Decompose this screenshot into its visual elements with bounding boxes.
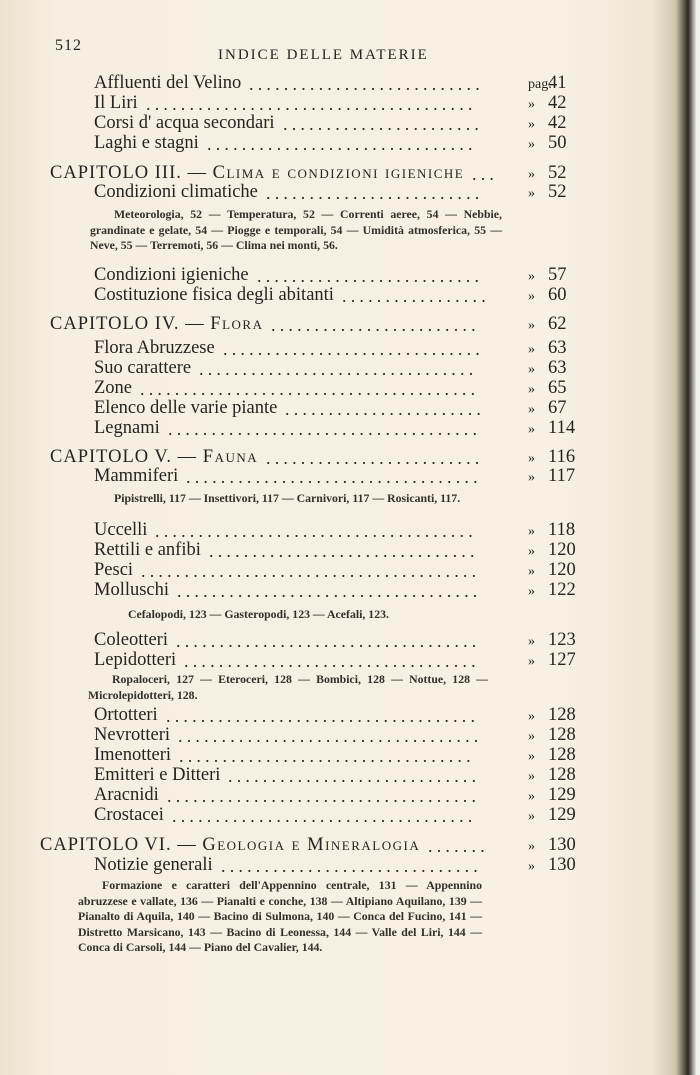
page-reference: 62 [548,314,567,334]
page-reference: 116 [548,447,576,467]
page-marker: » [528,362,535,377]
entry-title: Imenotteri [94,745,172,765]
dot-leader: ................................... [178,726,483,746]
page-reference: 42 [548,113,567,133]
page-marker: pag. [528,77,552,92]
page-reference: 129 [548,805,576,825]
page-marker: » [528,524,535,539]
page-marker: » [528,342,535,357]
page-reference: 63 [548,358,567,378]
dot-leader: .................................. [186,467,482,487]
page-marker: » [528,564,535,579]
page-reference: 118 [548,520,576,540]
entry-title: Mammiferi [94,466,179,486]
entry-title: Uccelli [94,520,148,540]
subtopic-text: Pipistrelli, 117 — Insettivori, 117 — Carnivori, 117 — Rosicanti, 117. [114,491,461,505]
dot-leader: ........................ [271,315,480,335]
page-reference: 128 [548,705,576,725]
page-reference: 114 [548,418,576,438]
dot-leader: ............................... [209,541,479,561]
entry-title: Crostacei [94,805,164,825]
dot-leader: ................................... [172,806,477,826]
page-marker: » [528,186,535,201]
page-marker: » [528,654,535,669]
page-reference: 60 [548,285,567,305]
page-marker: » [528,809,535,824]
dot-leader: .................................... [168,419,482,439]
dot-leader: ...................................... [146,94,477,114]
entry-title: Costituzione fisica degli abitanti [94,285,334,305]
entry-title: Corsi d' acqua secondari [94,113,275,133]
dot-leader: ................................... [176,631,481,651]
dot-leader: .................................... [167,786,481,806]
page-reference: 130 [548,855,576,875]
chapter-title [50,447,258,468]
page-marker: » [528,584,535,599]
entry-title: Condizioni climatiche [94,182,258,202]
page-marker: » [528,839,535,854]
page-reference: 122 [548,580,576,600]
page-reference: 50 [548,133,567,153]
page-marker: » [528,97,535,112]
page-number: 512 [55,37,82,54]
dot-leader: ......................... [266,448,484,468]
dot-leader: ... [472,164,499,184]
page-marker: » [528,749,535,764]
entry-title: Rettili e anfibi [94,540,201,560]
page-reference: 63 [548,338,567,358]
page-marker: » [528,769,535,784]
page-reference: 65 [548,378,567,398]
dot-leader: ....................... [285,399,486,419]
entry-title: Nevrotteri [94,725,171,745]
page-marker: » [528,318,535,333]
chapter-subject: Flora [210,314,264,334]
chapter-number: CAPITOLO III. — [50,163,207,183]
entry-title: Affluenti del Velino [94,73,242,93]
dot-leader: ............................... [207,134,477,154]
page-reference: 120 [548,560,576,580]
page-reference: 123 [548,630,576,650]
subtopic-text: Cefalopodi, 123 — Gasteropodi, 123 — Acefali, 123. [128,607,389,621]
page-marker: » [528,709,535,724]
page-reference: 130 [548,835,576,855]
page-marker: » [528,382,535,397]
entry-title: Notizie generali [94,855,213,875]
dot-leader: ................. [342,286,490,306]
entry-title: Zone [94,378,133,398]
dot-leader: ....................... [283,114,484,134]
chapter-title [50,163,464,184]
dot-leader: ....... [428,836,489,856]
dot-leader: .................................... [166,706,480,726]
subtopic-text: Formazione e caratteri dell'Appennino centrale, 131 — Appennino abruzzese e vallate, 136 — Pianalti e conche, 138 — Altipiano Aquilano, 139 — Pianalto di Aquila, 140 — Bacino di Sulmona, 140 — Conca del Fucino, 141 — Distretto Marsicano, 143 — Bacino di Leonessa, 144 — Valle del Liri, 144 — Conca di Carsoli, 144 — Piano del Cavalier, 144. [78,878,482,954]
chapter-title [40,835,420,856]
page-marker: » [528,422,535,437]
subtopic-text: Meteorologia, 52 — Temperatura, 52 — Correnti aeree, 54 — Nebbie, grandinate e gelate, 54 — Piogge e temporali, 54 — Umidità atmosferica, 55 — Neve, 55 — Terremoti, 56 — Clima nei monti, 56. [90,207,502,252]
page-reference: 128 [548,765,576,785]
entry-title: Aracnidi [94,785,159,805]
page-reference: 129 [548,785,576,805]
entry-title: Ortotteri [94,705,158,725]
page-reference: 120 [548,540,576,560]
chapter-number: CAPITOLO VI. — [40,835,197,855]
page-marker: » [528,137,535,152]
dot-leader: ....................................... [140,379,480,399]
entry-title: Condizioni igieniche [94,265,249,285]
chapter-subject: Fauna [202,447,259,467]
chapter-title [50,314,263,335]
chapter-number: CAPITOLO IV. — [50,314,205,334]
page-reference: 41 [548,73,567,93]
entry-title: Emitteri e Ditteri [94,765,221,785]
dot-leader: ................................ [199,359,478,379]
dot-leader: .......................... [257,266,484,286]
page-marker: » [528,269,535,284]
chapter-number: CAPITOLO V. — [50,447,198,467]
dot-leader: ............................. [228,766,481,786]
page-marker: » [528,729,535,744]
page-marker: » [528,289,535,304]
dot-leader: ......................... [266,183,484,203]
entry-title: Molluschi [94,580,170,600]
running-title: INDICE DELLE MATERIE [218,47,429,63]
dot-leader: .................................. [184,651,480,671]
chapter-subject: Clima e condizioni igieniche [212,163,465,183]
entry-title: Coleotteri [94,630,168,650]
chapter-subject: Geologia e Mineralogia [202,835,421,855]
entry-title: Elenco delle varie piante [94,398,278,418]
page-marker: » [528,117,535,132]
page-reference: 128 [548,725,576,745]
dot-leader: .............................. [221,856,482,876]
page-marker: » [528,470,535,485]
entry-title: Suo carattere [94,358,192,378]
page-marker: » [528,167,535,182]
page-marker: » [528,402,535,417]
dot-leader: ........................... [249,74,484,94]
dot-leader: ....................................... [141,561,481,581]
page-reference: 67 [548,398,567,418]
page-marker: » [528,451,535,466]
entry-title: Flora Abruzzese [94,338,215,358]
page-marker: » [528,789,535,804]
dot-leader: .............................. [223,339,484,359]
entry-title: Legnami [94,418,160,438]
page-reference: 128 [548,745,576,765]
page-reference: 117 [548,466,576,486]
subtopic-text: Ropaloceri, 127 — Eteroceri, 128 — Bombici, 128 — Nottue, 128 — Microlepidotteri, 128. [88,672,488,702]
page-reference: 52 [548,182,567,202]
page-marker: » [528,544,535,559]
page-reference: 52 [548,163,567,183]
dot-leader: ..................................... [155,521,477,541]
page-marker: » [528,634,535,649]
dot-leader: ................................... [177,581,482,601]
page-reference: 57 [548,265,567,285]
entry-title: Laghi e stagni [94,133,199,153]
page-reference: 127 [548,650,576,670]
page-marker: » [528,859,535,874]
entry-title: Il Liri [94,93,138,113]
dot-leader: .................................. [179,746,475,766]
entry-title: Lepidotteri [94,650,177,670]
entry-title: Pesci [94,560,134,580]
page-reference: 42 [548,93,567,113]
